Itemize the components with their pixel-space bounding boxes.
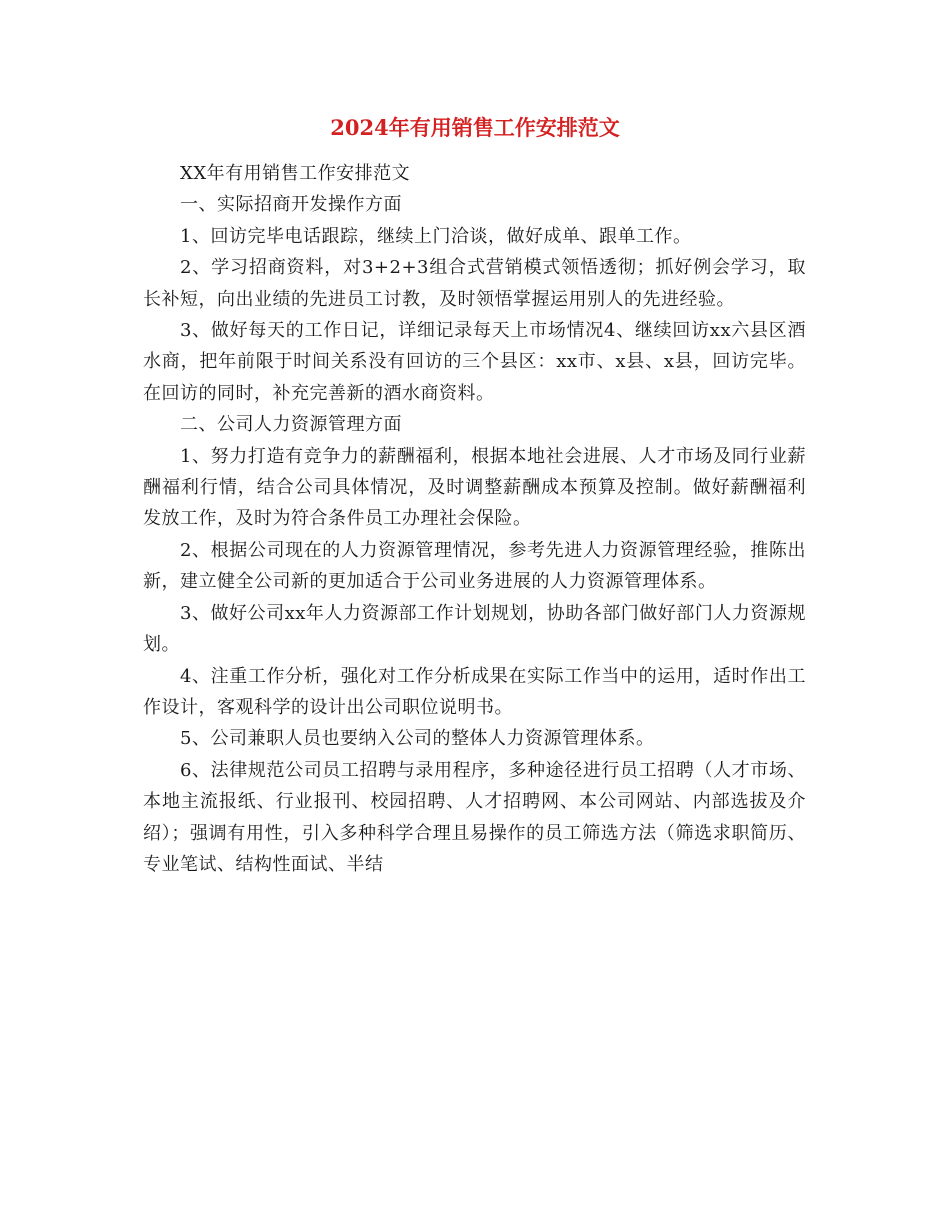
document-body — [143, 158, 806, 880]
paragraph: 6、法律规范公司员工招聘与录用程序，多种途径进行员工招聘（人才市场、本地主流报纸、行业报刊、校园招聘、人才招聘网、本公司网站、内部选拔及介绍）；强调有用性，引入多种科学合理且易操作的员工筛选方法（筛选求职简历、专业笔试、结构性面试、半结 — [143, 759, 806, 875]
document-title: 2024年有用销售工作安排范文 — [330, 115, 620, 140]
section-heading: 一、实际招商开发操作方面 — [180, 194, 402, 216]
section-heading: 二、公司人力资源管理方面 — [180, 414, 402, 436]
paragraph: 4、注重工作分析，强化对工作分析成果在实际工作当中的运用，适时作出工作设计，客观科学的设计出公司职位说明书。 — [143, 665, 806, 718]
paragraph: 2、根据公司现在的人力资源管理情况，参考先进人力资源管理经验，推陈出新，建立健全公司新的更加适合于公司业务进展的人力资源管理体系。 — [143, 539, 806, 593]
paragraph: 3、做好每天的工作日记，详细记录每天上市场情况4、继续回访xx六县区酒水商，把年前限于时间关系没有回访的三个县区：xx市、x县、x县，回访完毕。在回访的同时，补充完善新的酒水商资料。 — [143, 320, 806, 404]
paragraph: 3、做好公司xx年人力资源部工作计划规划，协助各部门做好部门人力资源规划。 — [143, 602, 806, 656]
paragraph: 5、公司兼职人员也要纳入公司的整体人力资源管理体系。 — [180, 728, 655, 750]
paragraph: 2、学习招商资料，对3+2+3组合式营销模式领悟透彻；抓好例会学习，取长补短，向出业绩的先进员工讨教，及时领悟掌握运用别人的先进经验。 — [143, 257, 806, 310]
paragraph: 1、回访完毕电话跟踪，继续上门洽谈，做好成单、跟单工作。 — [180, 225, 692, 247]
paragraph: 1、努力打造有竞争力的薪酬福利，根据本地社会进展、人才市场及同行业薪酬福利行情，结合公司具体情况，及时调整薪酬成本预算及控制。做好薪酬福利发放工作，及时为符合条件员工办理社会保险。 — [143, 445, 806, 530]
document-heading-line: XX年有用销售工作安排范文 — [180, 163, 411, 184]
